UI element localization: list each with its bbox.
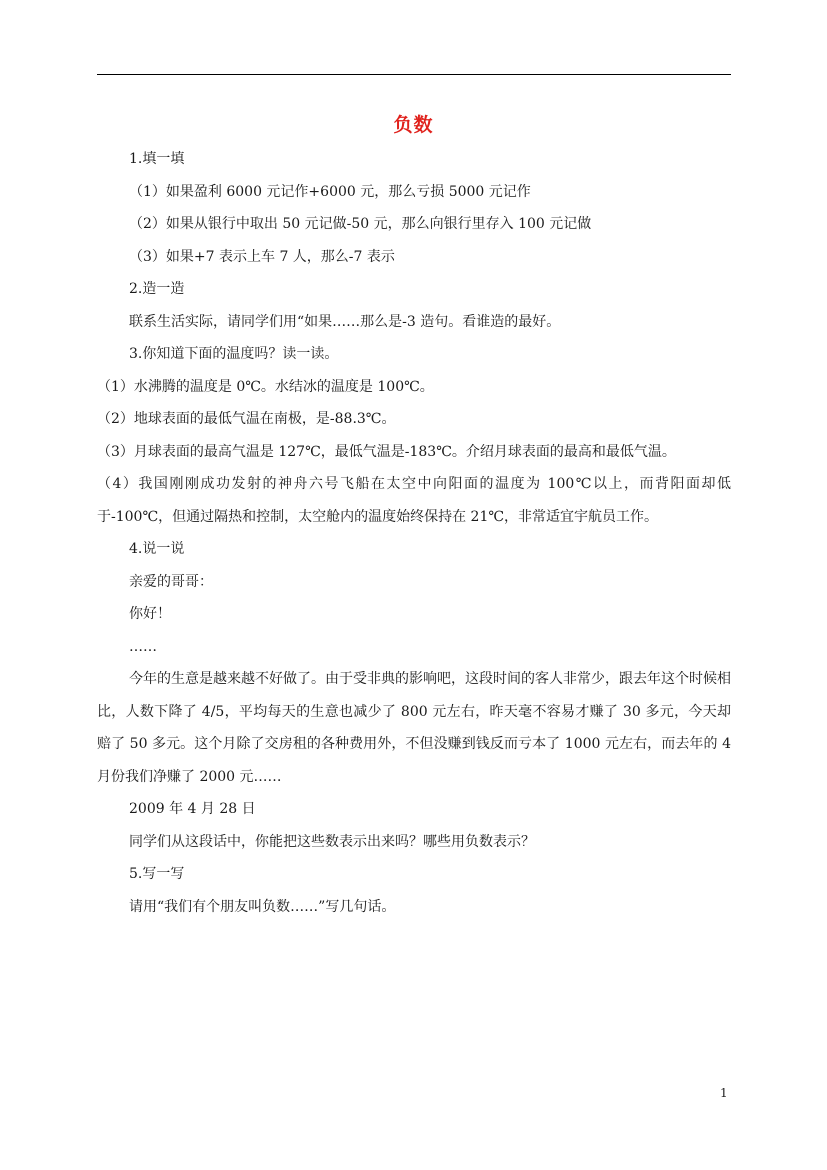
section2-text: 联系生活实际，请同学们用“如果……那么是-3 造句。看谁造的最好。: [129, 314, 561, 330]
section3-item-3: （3）月球表面的最高气温是 127℃，最低气温是-183℃。介绍月球表面的最高和最低气温。: [97, 444, 676, 460]
section1-heading: 1.填一填: [129, 151, 185, 167]
letter-body: 今年的生意是越来越不好做了。由于受非典的影响吧，这段时间的客人非常少，跟去年这个时候相比，人数下降了 4/5，平均每天的生意也减少了 800 元左右，昨天毫不容易才赚了 30 多元，今天却赔了 50 多元。这个月除了交房租的各种费用外，不但没赚到钱反而亏本了 1000 元左右，而去年的 4 月份我们净赚了 2000 元……: [97, 671, 731, 785]
section4-question: 同学们从这段话中，你能把这些数表示出来吗？哪些用负数表示？: [129, 834, 535, 850]
section3-heading: 3.你知道下面的温度吗？读一读。: [129, 346, 339, 362]
section1-item-1: （1）如果盈利 6000 元记作+6000 元，那么亏损 5000 元记作: [129, 184, 531, 200]
section4-heading: 4.说一说: [129, 541, 185, 557]
letter-date: 2009 年 4 月 28 日: [129, 801, 256, 817]
section5-heading: 5.写一写: [129, 866, 185, 882]
section5-text: 请用“我们有个朋友叫负数……”写几句话。: [129, 899, 396, 915]
letter-greeting: 你好！: [129, 606, 171, 622]
letter-ellipsis: ……: [129, 639, 157, 655]
section3-item-4: （4）我国刚刚成功发射的神舟六号飞船在太空中向阳面的温度为 100℃以上，而背阳面却低于-100℃，但通过隔热和控制，太空舱内的温度始终保持在 21℃，非常适宜宇航员工作。: [97, 476, 731, 525]
letter-salutation: 亲爱的哥哥：: [129, 574, 213, 590]
section2-heading: 2.造一造: [129, 281, 185, 297]
section1-item-2: （2）如果从银行中取出 50 元记做-50 元，那么向银行里存入 100 元记做: [129, 216, 592, 232]
header-rule: [97, 74, 731, 75]
page-number: 1: [720, 1086, 728, 1100]
section3-item-1: （1）水沸腾的温度是 0℃。水结冰的温度是 100℃。: [97, 379, 434, 395]
page-title: 负数: [393, 114, 434, 136]
section1-item-3: （3）如果+7 表示上车 7 人，那么-7 表示: [129, 249, 395, 265]
section3-item-2: （2）地球表面的最低气温在南极，是-88.3℃。: [97, 411, 396, 427]
